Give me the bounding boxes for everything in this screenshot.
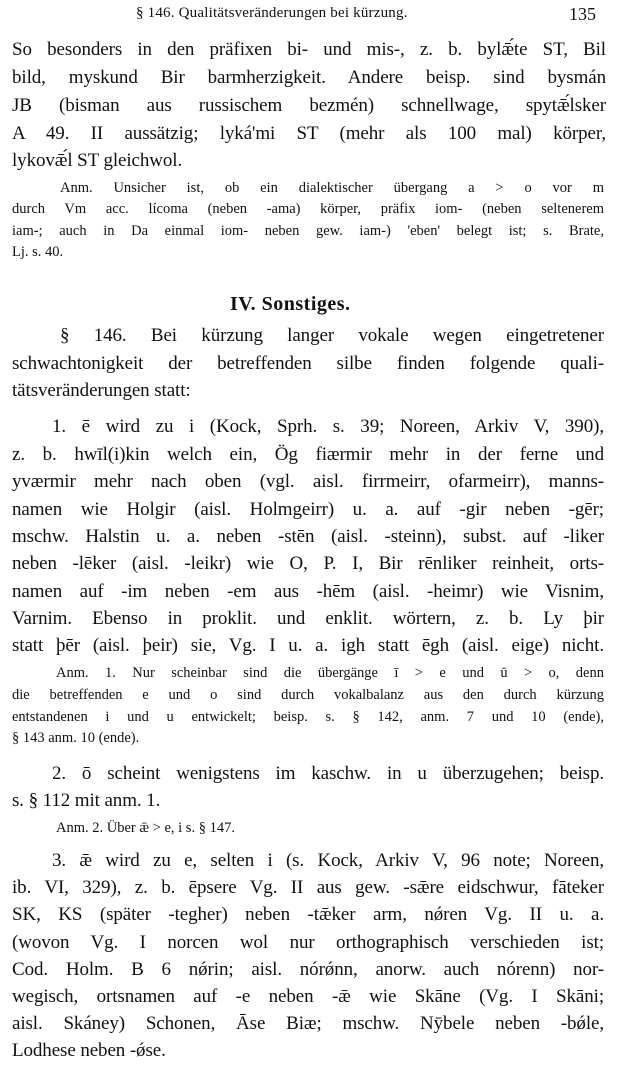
text-line: namen wie Holgir (aisl. Holmgeirr) u. a. auf -gir neben -gēr; [12, 499, 604, 520]
text-line: schwachtonigkeit der betreffenden silbe finden folgende quali- [12, 353, 604, 374]
text-line: 1. ē wird zu i (Kock, Sprh. s. 39; Noreen, Arkiv V, 390), [52, 416, 604, 437]
note-line: entstandenen i und u entwickelt; beisp. s. § 142, anm. 7 und 10 (ende), [12, 709, 604, 725]
page-number: 135 [569, 4, 596, 24]
note-line: Anm. 1. Nur scheinbar sind die übergänge ī > e und ū > o, denn [56, 665, 604, 681]
text-line: neben -lēker (aisl. -leikr) wie O, P. I, Bir rēnliker reinheit, orts- [12, 553, 604, 574]
note-line: Anm. Unsicher ist, ob ein dialektischer übergang a > o vor m [60, 180, 604, 196]
text-line: Varnim. Ebenso in proklit. und enklit. wörtern, z. b. Ly þir [12, 608, 604, 629]
text-line: Lodhese neben -ǿse. [12, 1040, 166, 1061]
text-line: mschw. Halstin u. a. neben -stēn (aisl. -steinn), subst. auf -liker [12, 526, 604, 547]
running-title: § 146. Qualitätsveränderungen bei kürzung. [136, 5, 408, 21]
note-line: Lj. s. 40. [12, 244, 64, 260]
note-line: § 143 anm. 10 (ende). [12, 730, 140, 746]
text-line: aisl. Skáney) Schonen, Āse Biæ; mschw. Nȳbele neben -bǿle, [12, 1013, 604, 1034]
text-line: Cod. Holm. B 6 nǿrin; aisl. nórǿnn, anorw. auch nórenn) nor- [12, 959, 604, 980]
text-line: lykovǣ́l ST gleichwol. [12, 150, 183, 171]
text-line: So besonders in den präfixen bi- und mis-, z. b. bylǣ́te ST, Bil [12, 39, 606, 60]
text-line: statt þēr (aisl. þeir) sie, Vg. I u. a. igh statt ēgh (aisl. eige) nicht. [12, 635, 604, 656]
note-line: durch Vm acc. lícoma (neben -ama) körper, präfix iom- (neben seltenerem [12, 201, 604, 217]
text-line: 2. ō scheint wenigstens im kaschw. in u überzugehen; beisp. [52, 763, 604, 784]
text-line: (wovon Vg. I norcen wol nur orthographisch verschieden ist; [12, 932, 604, 953]
text-line: yværmir mehr nach oben (vgl. aisl. firrmeirr, ofarmeirr), manns- [12, 471, 604, 492]
section-heading: IV. Sonstiges. [230, 293, 351, 315]
text-line: A 49. II aussätzig; lyká'mi ST (mehr als 100 mal) körper, [12, 123, 606, 144]
note-line: iam-; auch in Da einmal iom- neben gew. iam-) 'eben' belegt ist; s. Brate, [12, 223, 604, 239]
annotation-2: Anm. 2. Über ǣ > e, i s. § 147. [56, 820, 235, 836]
text-line: ib. VI, 329), z. b. ēpsere Vg. II aus gew. -sǣre eidschwur, fāteker [12, 877, 604, 898]
text-line: JB (bisman aus russischem bezmén) schnellwage, spytǣ́lsker [12, 95, 606, 116]
text-line: s. § 112 mit anm. 1. [12, 790, 161, 811]
text-line: namen auf -im neben -em aus -hēm (aisl. -heimr) wie Visnim, [12, 581, 604, 602]
text-line: SK, KS (später -tegher) neben -tǣker arm, nǿren Vg. II u. a. [12, 904, 604, 925]
text-line: § 146. Bei kürzung langer vokale wegen eingetretener [60, 325, 604, 346]
text-line: bild, myskund Bir barmherzigkeit. Andere beisp. sind bysmán [12, 67, 606, 88]
text-line: 3. ǣ wird zu e, selten i (s. Kock, Arkiv V, 96 note; Noreen, [52, 850, 604, 871]
text-line: tätsveränderungen statt: [12, 380, 191, 401]
text-line: wegisch, ortsnamen auf -e neben -ǣ wie Skāne (Vg. I Skāni; [12, 986, 604, 1007]
text-line: z. b. hwīl(i)kin welch ein, Ög fiærmir mehr in der ferne und [12, 444, 604, 465]
note-line: die betreffenden e und o sind durch vokalbalanz aus den durch kürzung [12, 687, 604, 703]
